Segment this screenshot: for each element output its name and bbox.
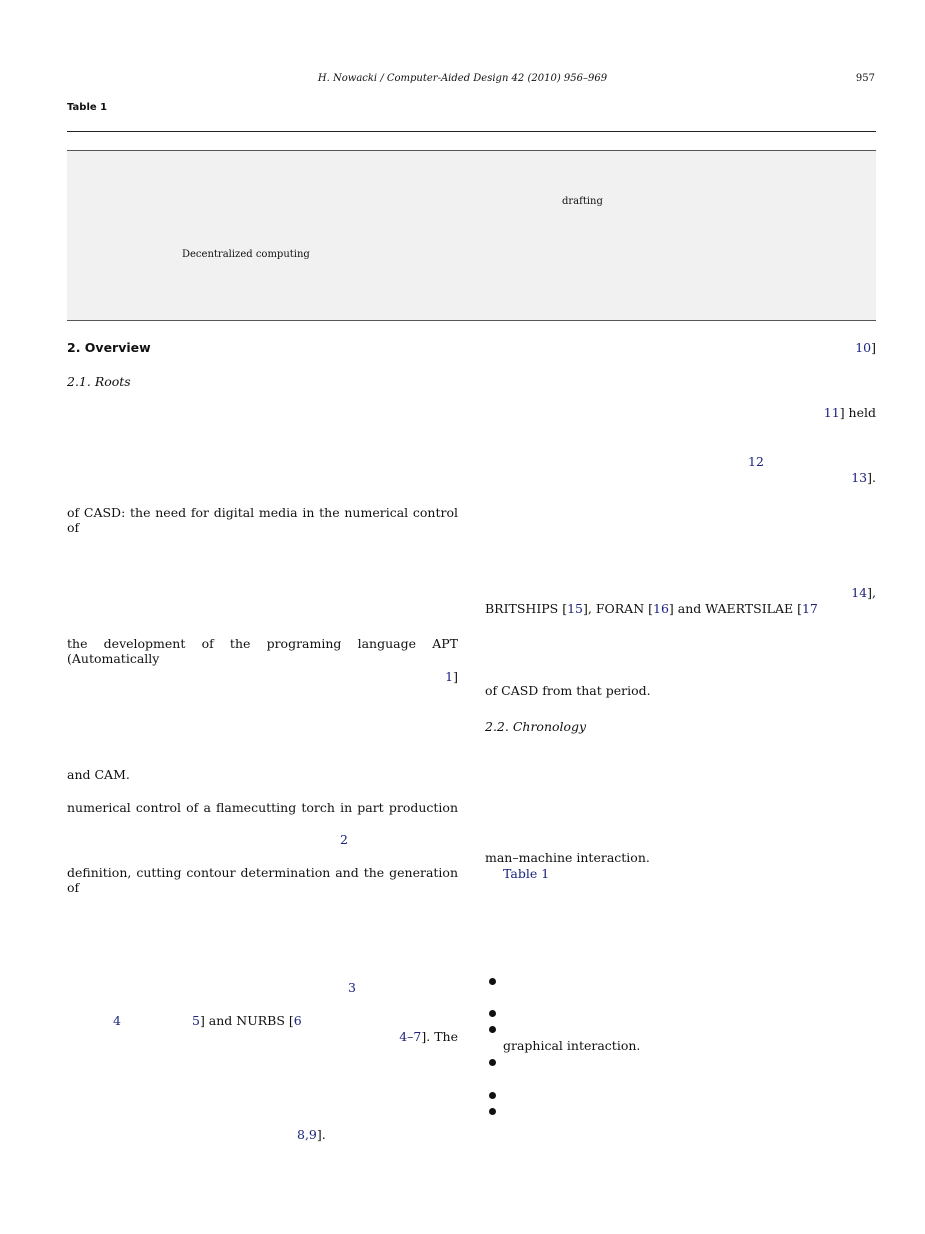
citation-nurbs — [192, 1013, 302, 1028]
citation-11 — [824, 405, 876, 420]
ref-link-5[interactable]: 5 — [192, 1013, 200, 1028]
text-line-period: of CASD from that period. — [485, 683, 651, 698]
the-text: ]. The — [421, 1029, 458, 1044]
bullet-icon — [489, 1059, 496, 1066]
ref-link-4[interactable]: 4 — [113, 1013, 121, 1028]
britships-text: BRITSHIPS [ — [485, 601, 568, 616]
bullet-icon — [489, 1092, 496, 1099]
text-line-britships — [485, 601, 818, 616]
ref-link-13[interactable]: 13 — [851, 470, 868, 485]
text-line-apt: the development of the programing language APT (Automatically — [67, 636, 458, 666]
subsection-heading-chronology: 2.2. Chronology — [485, 719, 587, 734]
table-top-rule — [67, 131, 876, 132]
ref-link-16[interactable]: 16 — [653, 601, 669, 616]
ref-link-6[interactable]: 6 — [293, 1013, 302, 1028]
bullet-icon — [489, 1026, 496, 1033]
ref-link-14[interactable]: 14 — [851, 585, 868, 600]
citation-4-7 — [399, 1029, 458, 1044]
running-head: H. Nowacki / Computer-Aided Design 42 (2010) 956–969 — [317, 73, 608, 84]
subsection-heading-roots: 2.1. Roots — [67, 374, 131, 389]
held-text: ] held — [839, 405, 876, 420]
ref-link-2[interactable]: 2 — [340, 832, 348, 847]
text-line-cam: and CAM. — [67, 767, 130, 782]
ref-link-8-9[interactable]: 8,9 — [297, 1127, 317, 1142]
ref-link-15[interactable]: 15 — [567, 601, 584, 616]
citation-tail: ]. — [867, 470, 876, 485]
bullet-icon — [489, 978, 496, 985]
citation-13 — [851, 470, 876, 485]
table-1-link[interactable]: Table 1 — [503, 866, 550, 881]
table-cell-decentralized: Decentralized computing — [182, 249, 310, 260]
bullet-icon — [489, 1108, 496, 1115]
ref-link-11[interactable]: 11 — [823, 405, 840, 420]
nurbs-text: ] and NURBS [ — [199, 1013, 294, 1028]
page-number: 957 — [855, 73, 875, 84]
ref-link-12[interactable]: 12 — [748, 454, 764, 469]
ref-link-10[interactable]: 10 — [855, 340, 872, 355]
table-label: Table 1 — [67, 102, 108, 113]
citation-10: 10] — [855, 340, 876, 355]
foran-text: ], FORAN [ — [583, 601, 653, 616]
section-heading-overview: 2. Overview — [67, 340, 151, 355]
text-line-definition: definition, cutting contour determination and the generation of — [67, 865, 458, 895]
citation-1: 1] — [445, 669, 458, 684]
text-line-flame: numerical control of a flamecutting torch in part production — [67, 800, 458, 815]
citation-14 — [851, 585, 876, 600]
bullet-icon — [489, 1010, 496, 1017]
text-line-cnc: of CASD: the need for digital media in the numerical control of — [67, 505, 458, 535]
ref-link-4-7[interactable]: 4–7 — [399, 1029, 422, 1044]
ref-link-3[interactable]: 3 — [348, 980, 356, 995]
citation-tail: ]. — [316, 1127, 326, 1142]
ref-link-1[interactable]: 1 — [445, 669, 454, 684]
citation-8-9 — [297, 1127, 326, 1142]
waertsilae-text: ] and WAERTSILAE [ — [668, 601, 802, 616]
table-cell-drafting: drafting — [562, 196, 603, 207]
ref-link-17[interactable]: 17 — [801, 601, 818, 616]
text-line-graphical: graphical interaction. — [503, 1038, 641, 1053]
table-body — [67, 150, 876, 321]
text-line-man-machine: man–machine interaction. — [485, 850, 650, 865]
citation-tail: ], — [867, 585, 876, 600]
